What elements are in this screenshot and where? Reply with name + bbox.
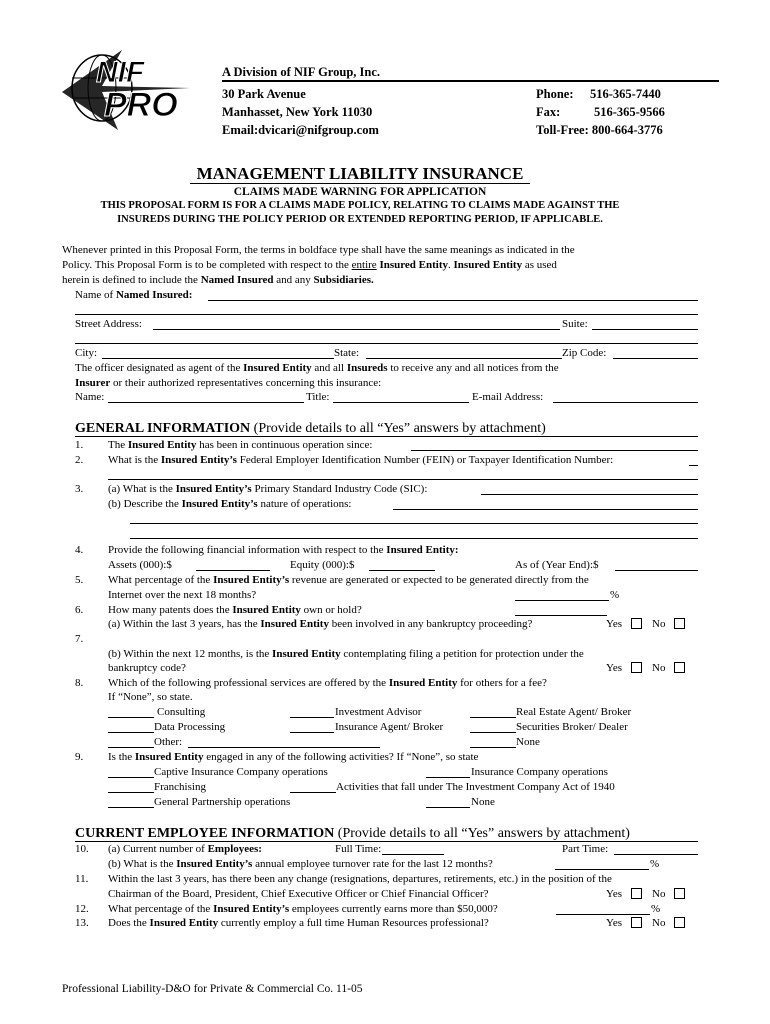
page-footer: Professional Liability-D&O for Private & Commercial Co. 11-05	[62, 983, 363, 995]
q6-text: How many patents does the Insured Entity own or hold?	[108, 604, 362, 616]
q6-patents-field[interactable]	[515, 615, 607, 616]
other-service-label: Other:	[154, 736, 183, 748]
fax-label: Fax:	[536, 105, 561, 119]
q7-yes-checkbox[interactable]	[631, 662, 642, 673]
officer-text-2: Insurer or their authorized representatives concerning this insurance:	[75, 377, 382, 389]
turnover-rate-field[interactable]	[555, 869, 649, 870]
franchising-blank[interactable]	[108, 792, 154, 793]
q3a-text: (a) What is the Insured Entity’s Primary Standard Industry Code (SIC):	[108, 483, 428, 495]
q7-no-label: No	[652, 662, 666, 674]
investment-company-act-label: Activities that fall under The Investment Company Act of 1940	[336, 781, 615, 793]
officer-title-label: Title:	[306, 391, 330, 403]
q6a-no-label: No	[652, 618, 666, 630]
q11-no-checkbox[interactable]	[674, 888, 685, 899]
fax-number: 516-365-9566	[594, 105, 665, 119]
q7-yes-label: Yes	[606, 662, 623, 674]
insurance-operations-blank[interactable]	[426, 777, 470, 778]
full-time-label: Full Time:	[335, 843, 382, 855]
q11-yes-label: Yes	[606, 888, 623, 900]
captive-insurance-blank[interactable]	[108, 777, 154, 778]
warning-line-1: THIS PROPOSAL FORM IS FOR A CLAIMS MADE POLICY, RELATING TO CLAIMS MADE AGAINST THE	[100, 200, 620, 211]
full-time-field[interactable]	[382, 854, 444, 855]
q7-number: 7.	[75, 633, 84, 645]
officer-title-field[interactable]	[333, 402, 469, 403]
logo-text-nif: NIF	[96, 56, 145, 89]
q3b-operations-field-line-3[interactable]	[130, 538, 698, 539]
nif-pro-logo	[62, 48, 190, 132]
officer-name-label: Name:	[75, 391, 105, 403]
q12-number: 12.	[75, 903, 89, 915]
general-partnership-blank[interactable]	[108, 807, 154, 808]
q11-yes-checkbox[interactable]	[631, 888, 642, 899]
title-underline	[190, 183, 530, 184]
consulting-blank[interactable]	[108, 717, 154, 718]
data-processing-blank[interactable]	[108, 732, 154, 733]
named-insured-field[interactable]	[208, 300, 698, 301]
consulting-label: Consulting	[157, 706, 206, 718]
assets-label: Assets (000):$	[108, 559, 172, 571]
logo-text-pro: PRO	[104, 86, 178, 124]
captive-insurance-label: Captive Insurance Company operations	[154, 766, 328, 778]
zip-code-field[interactable]	[613, 358, 698, 359]
employee-heading-rule	[75, 841, 698, 842]
none-service-blank[interactable]	[470, 747, 516, 748]
q6a-yes-checkbox[interactable]	[631, 618, 642, 629]
none-activities-blank[interactable]	[426, 807, 470, 808]
q3b-operations-field-line-2[interactable]	[130, 523, 698, 524]
q6a-text: (a) Within the last 3 years, has the Insured Entity been involved in any bankruptcy proceeding?	[108, 618, 533, 630]
q2-number: 2.	[75, 454, 84, 466]
q5-number: 5.	[75, 574, 84, 586]
q5-text-2: Internet over the next 18 months?	[108, 589, 257, 601]
q13-text: Does the Insured Entity currently employ a full time Human Resources professional?	[108, 917, 489, 929]
state-field[interactable]	[366, 358, 562, 359]
warning-line-2: INSUREDS DURING THE POLICY PERIOD OR EXTENDED REPORTING PERIOD, IF APPLICABLE.	[117, 214, 603, 225]
q5-percent-sign: %	[610, 589, 620, 601]
general-information-heading: GENERAL INFORMATION (Provide details to all “Yes” answers by attachment)	[75, 421, 546, 436]
general-partnership-label: General Partnership operations	[154, 796, 291, 808]
intro-line-1: Whenever printed in this Proposal Form, the terms in boldface type shall have the same meanings as indicated in the	[62, 244, 575, 256]
q3b-operations-field[interactable]	[393, 509, 698, 510]
phone-label: Phone:	[536, 87, 574, 101]
q1-number: 1.	[75, 439, 84, 451]
insurance-agent-blank[interactable]	[290, 732, 334, 733]
q2-text: What is the Insured Entity’s Federal Employer Identification Number (FEIN) or Taxpayer Identification Number:	[108, 454, 614, 466]
q3-number: 3.	[75, 483, 84, 495]
q7-text-2: bankruptcy code?	[108, 662, 186, 674]
q6a-no-checkbox[interactable]	[674, 618, 685, 629]
named-insured-field-line-2[interactable]	[75, 314, 698, 315]
q8-number: 8.	[75, 677, 84, 689]
insurance-operations-label: Insurance Company operations	[471, 766, 608, 778]
insurance-agent-label: Insurance Agent/ Broker	[335, 721, 444, 733]
q6-number: 6.	[75, 604, 84, 616]
q9-number: 9.	[75, 751, 84, 763]
q11-text-2: Chairman of the Board, President, Chief Executive Officer or Chief Financial Officer?	[108, 888, 489, 900]
officer-email-field[interactable]	[553, 402, 698, 403]
zip-code-label: Zip Code:	[562, 347, 607, 359]
q4-text: Provide the following financial information with respect to the Insured Entity:	[108, 544, 459, 556]
turnover-percent-sign: %	[650, 858, 660, 870]
securities-broker-label: Securities Broker/ Dealer	[516, 721, 628, 733]
street-address-field[interactable]	[153, 329, 560, 330]
q1-field[interactable]	[411, 450, 698, 451]
equity-field[interactable]	[369, 570, 435, 571]
data-processing-label: Data Processing	[154, 721, 226, 733]
general-heading-rule	[75, 436, 698, 437]
q10b-text: (b) What is the Insured Entity’s annual employee turnover rate for the last 12 months?	[108, 858, 493, 870]
real-estate-blank[interactable]	[470, 717, 516, 718]
q3a-sic-field[interactable]	[481, 494, 698, 495]
franchising-label: Franchising	[154, 781, 206, 793]
as-of-year-end-field[interactable]	[615, 570, 698, 571]
q7-no-checkbox[interactable]	[674, 662, 685, 673]
q10a-text: (a) Current number of Employees:	[108, 843, 262, 855]
page-subtitle: CLAIMS MADE WARNING FOR APPLICATION	[233, 186, 487, 198]
other-service-field[interactable]	[188, 747, 380, 748]
named-insured-label: Name of Named Insured:	[75, 289, 193, 301]
suite-field[interactable]	[592, 329, 698, 330]
q13-no-label: No	[652, 917, 666, 929]
equity-label: Equity (000):$	[290, 559, 355, 571]
address-line-2: Manhasset, New York 11030	[222, 105, 373, 119]
q11-text: Within the last 3 years, has there been any change (resignations, departures, retirements, etc.) in the position of the	[108, 873, 612, 885]
state-label: State:	[334, 347, 360, 359]
q13-yes-checkbox[interactable]	[631, 917, 642, 928]
q13-number: 13.	[75, 917, 89, 929]
city-field[interactable]	[102, 358, 334, 359]
q2-field-line-2[interactable]	[108, 479, 698, 480]
intro-line-3: herein is defined to include the Named Insured and any Subsidiaries.	[62, 274, 374, 286]
part-time-field[interactable]	[614, 854, 698, 855]
investment-advisor-blank[interactable]	[290, 717, 334, 718]
q8-text: Which of the following professional services are offered by the Insured Entity for others for a fee?	[108, 677, 547, 689]
q10-number: 10.	[75, 843, 89, 855]
q12-text: What percentage of the Insured Entity’s employees currently earns more than $50,000?	[108, 903, 498, 915]
q4-number: 4.	[75, 544, 84, 556]
investment-company-act-blank[interactable]	[290, 792, 336, 793]
tollfree-number: Toll-Free: 800-664-3776	[536, 123, 663, 137]
officer-text-1: The officer designated as agent of the Insured Entity and all Insureds to receive any and all notices from the	[75, 362, 559, 374]
division-text: A Division of NIF Group, Inc.	[222, 65, 381, 79]
q2-field[interactable]	[689, 465, 698, 466]
investment-advisor-label: Investment Advisor	[335, 706, 422, 718]
q8-instruction: If “None”, so state.	[108, 691, 193, 703]
employee-information-heading: CURRENT EMPLOYEE INFORMATION (Provide details to all “Yes” answers by attachment)	[75, 826, 630, 841]
q5-text: What percentage of the Insured Entity’s revenue are generated or expected to be generated directly from the	[108, 574, 589, 586]
q13-no-checkbox[interactable]	[674, 917, 685, 928]
q12-percent-sign: %	[651, 903, 661, 915]
page-title: MANAGEMENT LIABILITY INSURANCE	[196, 164, 524, 183]
q6a-yes-label: Yes	[606, 618, 623, 630]
intro-line-2: Policy. This Proposal Form is to be completed with respect to the entire Insured Entity. Insured Entity as used	[62, 259, 557, 271]
officer-email-label: E-mail Address:	[472, 391, 544, 403]
phone-number: 516-365-7440	[590, 87, 661, 101]
none-service-label: None	[516, 736, 540, 748]
address-line-1: 30 Park Avenue	[222, 87, 306, 101]
other-service-blank[interactable]	[108, 747, 154, 748]
q3b-text: (b) Describe the Insured Entity’s nature of operations:	[108, 498, 352, 510]
q12-percent-field[interactable]	[556, 914, 650, 915]
q5-percent-field[interactable]	[515, 600, 609, 601]
q11-no-label: No	[652, 888, 666, 900]
as-of-year-end-label: As of (Year End):$	[515, 559, 599, 571]
suite-label: Suite:	[562, 318, 588, 330]
real-estate-label: Real Estate Agent/ Broker	[516, 706, 632, 718]
q1-text: The Insured Entity has been in continuous operation since:	[108, 439, 373, 451]
address-field-line-2[interactable]	[75, 343, 698, 344]
street-address-label: Street Address:	[75, 318, 142, 330]
header-email: Email:dvicari@nifgroup.com	[222, 123, 379, 137]
officer-name-field[interactable]	[108, 402, 304, 403]
q9-text: Is the Insured Entity engaged in any of the following activities? If “None”, so state	[108, 751, 479, 763]
assets-field[interactable]	[196, 570, 270, 571]
header-rule	[222, 80, 719, 82]
securities-broker-blank[interactable]	[470, 732, 516, 733]
part-time-label: Part Time:	[562, 843, 609, 855]
q13-yes-label: Yes	[606, 917, 623, 929]
q7-text: (b) Within the next 12 months, is the Insured Entity contemplating filing a petition for protection under the	[108, 648, 584, 660]
city-label: City:	[75, 347, 98, 359]
q11-number: 11.	[75, 873, 89, 885]
none-activities-label: None	[471, 796, 495, 808]
